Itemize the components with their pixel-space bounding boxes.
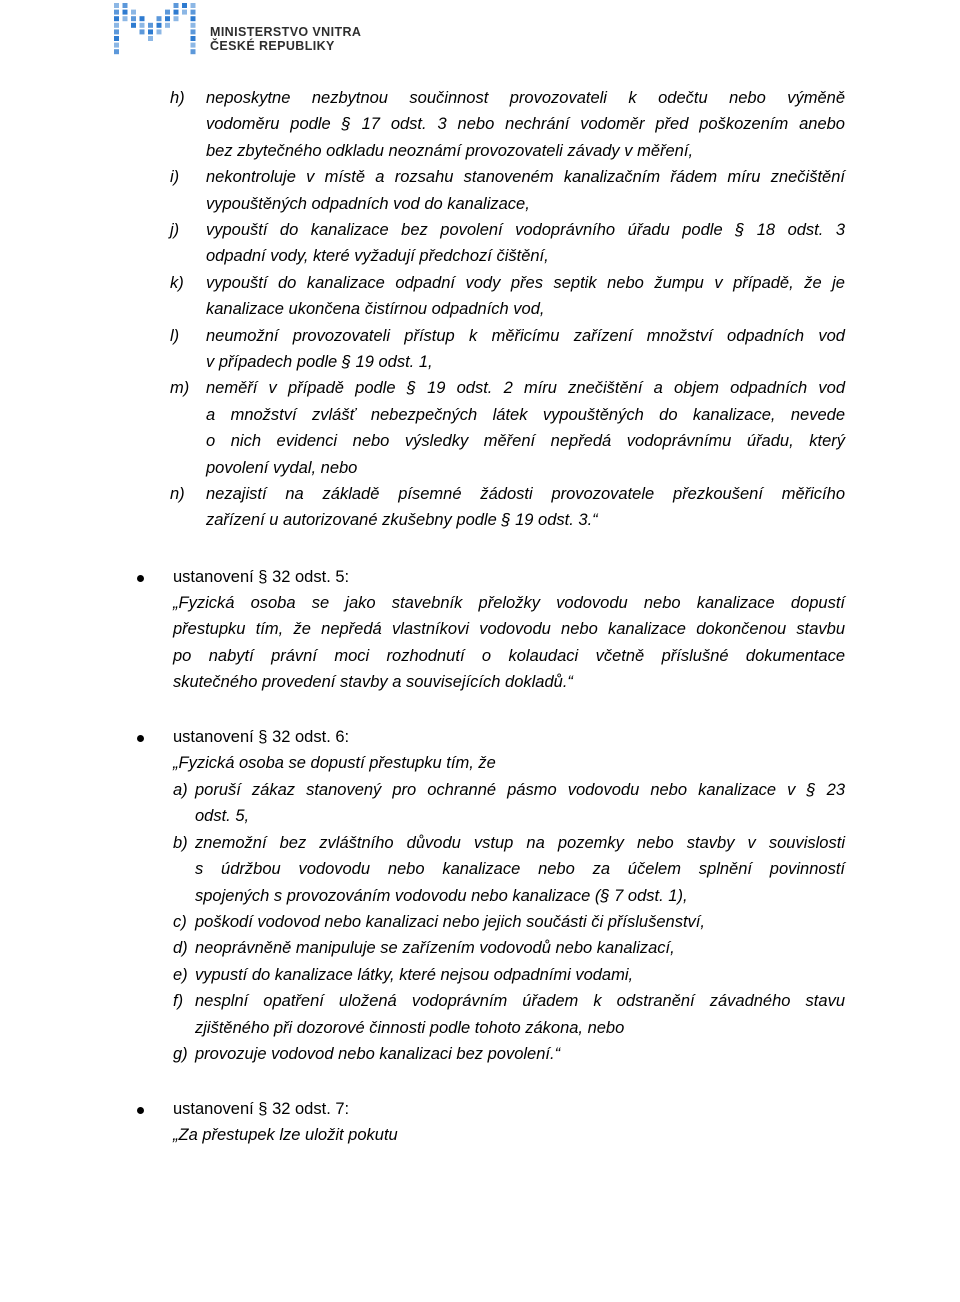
list-item-text	[195, 935, 845, 961]
list-item-label: f)	[173, 992, 184, 1011]
list-item-text	[206, 270, 845, 323]
list-item-text	[206, 217, 845, 270]
logo-dot	[148, 29, 153, 34]
logo-dot	[191, 3, 196, 8]
logo-dot	[191, 49, 196, 54]
list-item-text	[195, 1041, 845, 1067]
ministry-logo-mark	[110, 0, 206, 58]
logo-dot	[114, 3, 119, 8]
section-heading: ustanovení § 32 odst. 6:	[173, 728, 350, 746]
logo-dot	[191, 29, 196, 34]
ministry-logo-text	[210, 25, 361, 53]
list-item-line: kanalizace ukončena čistírnou odpadních vod,	[206, 300, 545, 319]
logo-dot	[131, 16, 136, 21]
logo-dot	[182, 10, 187, 15]
logo-dot	[191, 23, 196, 28]
list-item-line: s údržbou vodovodu nebo kanalizace nebo za účelem splnění povinností	[195, 860, 845, 879]
logo-dot	[114, 16, 119, 21]
list-item-line: nekontroluje v místě a rozsahu stanoveném kanalizačním řádem míru znečištění	[206, 168, 845, 187]
list-item-line: bez zbytečného odkladu neoznámí provozovateli závady v měření,	[206, 141, 694, 160]
list-item-line: a množství zvlášť nebezpečných látek vypouštěných do kanalizace, nevede	[206, 405, 845, 424]
logo-dot	[148, 36, 153, 41]
section-quote	[173, 590, 845, 696]
logo-dot	[123, 3, 128, 8]
logo-dot	[148, 23, 153, 28]
logo-dot	[123, 16, 128, 21]
quote-line: skutečného provedení stavby a souvisejících dokladů.“	[173, 673, 573, 692]
list-item-label: i)	[170, 168, 180, 187]
quote-line: „Fyzická osoba se jako stavebník přeložky vodovodu nebo kanalizace dopustí	[173, 594, 845, 612]
logo-dot	[131, 23, 136, 28]
intro-line: „Fyzická osoba se dopustí přestupku tím, že	[173, 754, 496, 772]
quote-line: po nabytí právní moci rozhodnutí o kolaudaci včetně příslušné dokumentace	[173, 646, 845, 665]
list-item-line: o nich evidenci nebo výsledky měření nepředá vodoprávnímu úřadu, který	[206, 432, 845, 451]
logo-dot	[114, 36, 119, 41]
bullet-point	[137, 1107, 144, 1114]
section-heading: ustanovení § 32 odst. 5:	[173, 568, 350, 586]
logo-line-2: ČESKÉ REPUBLIKY	[210, 39, 335, 53]
logo-dot	[157, 23, 162, 28]
logo-dot	[191, 16, 196, 21]
logo-dot	[140, 23, 145, 28]
list-item-text	[206, 85, 845, 164]
list-item-text	[206, 323, 845, 376]
list-item-line: odst. 5,	[195, 807, 250, 826]
quote-line: „Za přestupek lze uložit pokutu	[173, 1126, 398, 1144]
list-item-label: m)	[170, 379, 190, 398]
list-item-line: vypustí do kanalizace látky, které nejsou odpadními vodami,	[195, 965, 634, 984]
list-item-line: vypouštěných odpadních vod do kanalizace,	[206, 194, 530, 213]
logo-dot	[114, 10, 119, 15]
list-item-line: v případech podle § 19 odst. 1,	[206, 353, 433, 371]
list-item-label: b)	[173, 833, 188, 852]
list-item-line: neoprávněně manipuluje se zařízením vodovodů nebo kanalizací,	[195, 939, 675, 958]
list-item-text	[195, 909, 845, 935]
list-item-label: a)	[173, 781, 188, 799]
list-item-line: vypouští do kanalizace bez povolení vodoprávního úřadu podle § 18 odst. 3	[206, 221, 845, 239]
list-item-line: zjištěného při dozorové činnosti podle tohoto zákona, nebo	[195, 1018, 625, 1037]
section-intro	[173, 750, 845, 776]
logo-dot	[182, 3, 187, 8]
logo-dot	[123, 10, 128, 15]
list-item-label: k)	[170, 273, 184, 292]
list-item-line: nezajistí na základě písemné žádosti provozovatele přezkoušení měřicího	[206, 485, 845, 503]
list-item-line: spojených s provozováním vodovodu nebo kanalizace (§ 7 odst. 1),	[195, 886, 688, 905]
logo-dot	[114, 43, 119, 48]
list-item-line: provozuje vodovod nebo kanalizaci bez povolení.“	[195, 1045, 561, 1063]
list-item-text	[195, 830, 845, 909]
list-item-line: nesplní opatření uložená vodoprávním úřadem k odstranění závadného stavu	[195, 992, 845, 1011]
list-item-label: j)	[170, 221, 180, 239]
logo-line-1: MINISTERSTVO VNITRA	[210, 25, 362, 39]
list-item-label: c)	[173, 913, 187, 931]
list-item-line: neumožní provozovateli přístup k měřicímu zařízení množství odpadních vod	[206, 326, 845, 345]
logo-dot	[114, 49, 119, 54]
list-item-line: zařízení u autorizované zkušebny podle § 19 odst. 3.“	[206, 511, 598, 530]
list-item-label: g)	[173, 1045, 188, 1063]
list-item-label: e)	[173, 965, 188, 984]
list-item-label: h)	[170, 89, 185, 107]
list-item-line: poškodí vodovod nebo kanalizaci nebo jejich součásti či příslušenství,	[195, 913, 705, 931]
list-item-line: znemožní bez zvláštního důvodu vstup na pozemky nebo stavby v souvislosti	[195, 833, 845, 852]
logo-dot	[174, 16, 179, 21]
logo-dot	[157, 16, 162, 21]
list-item-text	[195, 988, 845, 1041]
quote-line: přestupku tím, že nepředá vlastníkovi vodovodu nebo kanalizace dokončenou stavbu	[173, 620, 845, 639]
logo-dot	[174, 10, 179, 15]
bullet-point	[137, 735, 144, 742]
list-item-line: vodoměru podle § 17 odst. 3 nebo nechrání vodoměr před poškozením anebo	[206, 115, 845, 134]
logo-dot	[165, 10, 170, 15]
section-heading: ustanovení § 32 odst. 7:	[173, 1100, 350, 1118]
list-item-line: neměří v případě podle § 19 odst. 2 míru znečištění a objem odpadních vod	[206, 379, 845, 398]
logo-dot	[174, 3, 179, 8]
bullet-point	[137, 575, 144, 582]
list-item-line: neposkytne nezbytnou součinnost provozovateli k odečtu nebo výměně	[206, 89, 845, 107]
logo-dot	[165, 16, 170, 21]
list-item-label: d)	[173, 939, 188, 958]
list-item-text	[195, 962, 845, 988]
logo-dot	[140, 29, 145, 34]
logo-dot	[191, 43, 196, 48]
logo-dot	[140, 16, 145, 21]
list-item-line: odpadní vody, které vyžadují předchozí čištění,	[206, 247, 549, 266]
section-quote	[173, 1122, 845, 1148]
logo-dot	[131, 10, 136, 15]
list-item-text	[206, 164, 845, 217]
list-item-line: povolení vydal, nebo	[206, 458, 358, 477]
list-item-text	[206, 481, 845, 534]
list-item-line: vypouští do kanalizace odpadní vody přes septik nebo žumpu v případě, že je	[206, 273, 845, 292]
logo-dot	[191, 10, 196, 15]
logo-dot	[114, 23, 119, 28]
logo-dot	[191, 36, 196, 41]
list-item-text	[206, 375, 845, 481]
list-item-text	[195, 777, 845, 830]
list-item-label: l)	[170, 326, 180, 345]
logo-dot	[165, 23, 170, 28]
logo-dot	[157, 29, 162, 34]
list-item-label: n)	[170, 485, 185, 503]
logo-dot	[114, 29, 119, 34]
list-item-line: poruší zákaz stanovený pro ochranné pásmo vodovodu nebo kanalizace v § 23	[195, 781, 845, 799]
